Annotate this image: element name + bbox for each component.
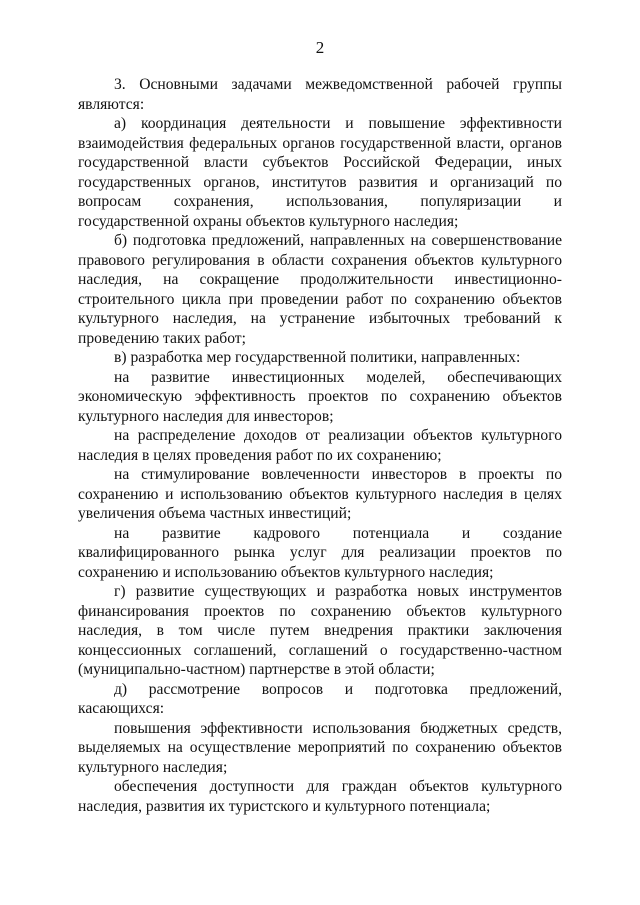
paragraph-b: б) подготовка предложений, направленных на совершенствование правового регулирования в области сохранения объектов культурного наследия, на сокращение продолжительности инвестиционно-строительного цикла при проведении работ по сохранению объектов культурного наследия, на устранение избыточных требований к проведению таких работ; bbox=[78, 232, 562, 347]
document-body bbox=[78, 75, 562, 816]
paragraph-3-intro: 3. Основными задачами межведомственной рабочей группы являются: bbox=[78, 76, 562, 113]
paragraph-v-item-3: на стимулирование вовлеченности инвесторов в проекты по сохранению и использованию объектов культурного наследия в целях увеличения объема частных инвестиций; bbox=[78, 466, 562, 522]
page-number: 2 bbox=[315, 38, 325, 57]
paragraph-v-item-4: на развитие кадрового потенциала и создание квалифицированного рынка услуг для реализации проектов по сохранению и использованию объектов культурного наследия; bbox=[78, 524, 562, 581]
paragraph-d-item-2: обеспечения доступности для граждан объектов культурного наследия, развития их туристского и культурного потенциала; bbox=[78, 778, 562, 815]
paragraph-v-item-1: на развитие инвестиционных моделей, обеспечивающих экономическую эффективность проектов по сохранению объектов культурного наследия для инвесторов; bbox=[78, 368, 562, 425]
paragraph-g: г) развитие существующих и разработка новых инструментов финансирования проектов по сохранению объектов культурного наследия, в том числе путем внедрения практики заключения концессионных соглашений, соглашений о государственно-частном (муниципально-частном) партнерстве в этой области; bbox=[78, 583, 562, 678]
paragraph-a: а) координация деятельности и повышение эффективности взаимодействия федеральных органов государственной власти, органов государственной власти субъектов Российской Федерации, иных государственных органов, институтов развития и организаций по вопросам сохранения, использования, популяризации и государственной охраны объектов культурного наследия; bbox=[78, 115, 562, 230]
paragraph-v: в) разработка мер государственной политики, направленных: bbox=[114, 349, 521, 366]
paragraph-d: д) рассмотрение вопросов и подготовка предложений, касающихся: bbox=[78, 680, 562, 717]
paragraph-v-item-2: на распределение доходов от реализации объектов культурного наследия в целях проведения работ по их сохранению; bbox=[78, 427, 562, 464]
paragraph-d-item-1: повышения эффективности использования бюджетных средств, выделяемых на осуществление мероприятий по сохранению объектов культурного наследия; bbox=[78, 719, 562, 776]
